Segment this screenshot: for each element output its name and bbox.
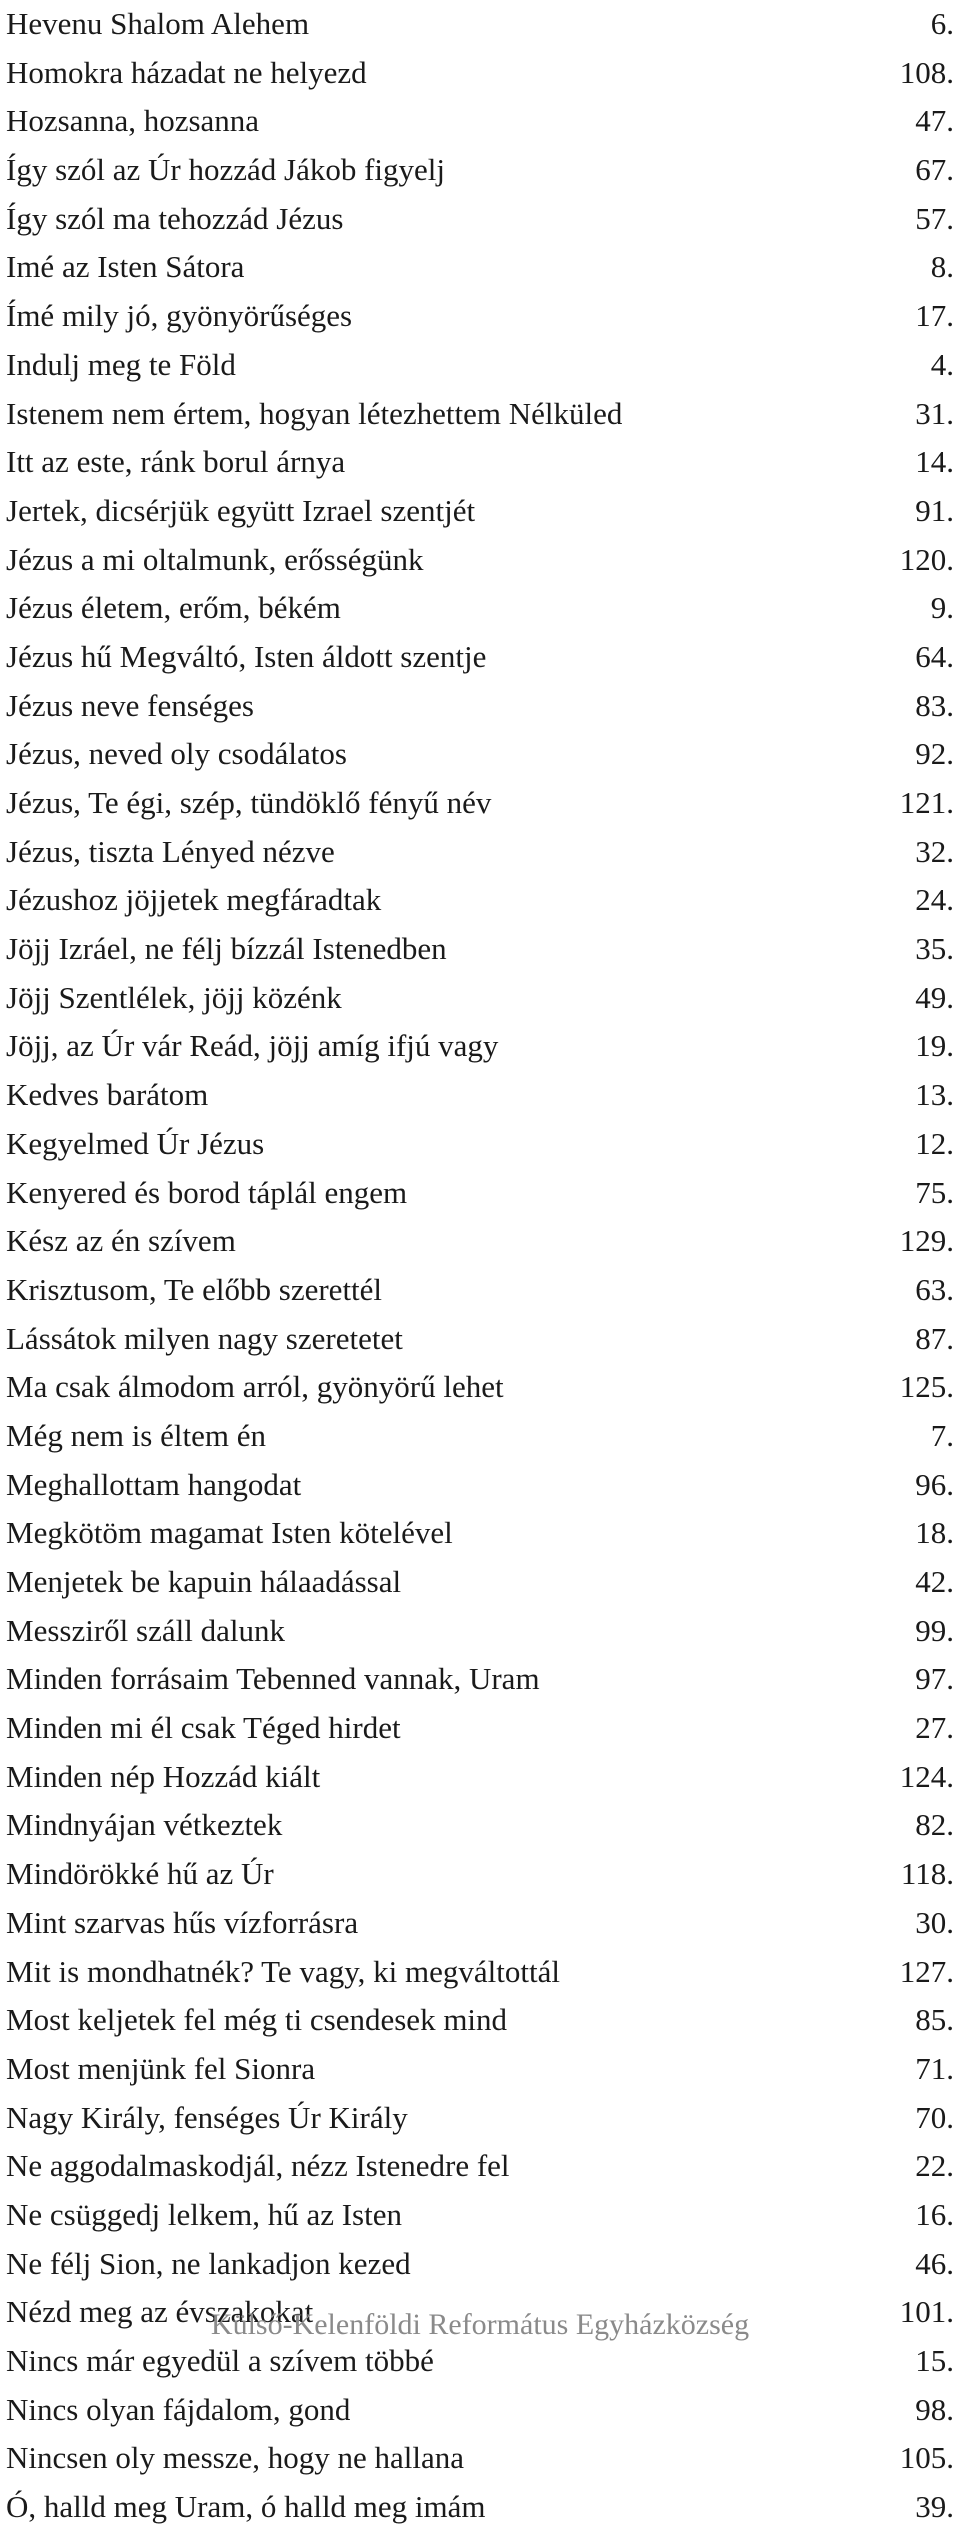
song-number: 42. bbox=[915, 1564, 954, 1599]
song-number: 19. bbox=[915, 1028, 954, 1064]
song-title: Ó, halld meg Uram, ó halld meg imám bbox=[6, 2489, 486, 2525]
index-row bbox=[6, 1315, 954, 1364]
song-number: 35. bbox=[915, 931, 954, 967]
song-title: Ne félj Sion, ne lankadjon kezed bbox=[6, 2245, 411, 2281]
index-row bbox=[6, 390, 954, 439]
index-row bbox=[6, 1169, 954, 1218]
song-number: 9. bbox=[930, 590, 954, 626]
song-number: 85. bbox=[915, 2002, 954, 2038]
song-title: Krisztusom, Te előbb szerettél bbox=[6, 1271, 383, 1307]
song-title: Jézus életem, erőm, békém bbox=[6, 590, 341, 626]
song-title: Kész az én szívem bbox=[6, 1223, 236, 1259]
index-row bbox=[6, 1704, 954, 1753]
song-title: Kegyelmed Úr Jézus bbox=[6, 1125, 265, 1161]
song-number: 105. bbox=[899, 2440, 954, 2476]
song-title: Jézus, neved oly csodálatos bbox=[6, 736, 347, 772]
song-title: Messziről száll dalunk bbox=[6, 1612, 285, 1648]
song-title: Nincs olyan fájdalom, gond bbox=[6, 2391, 351, 2427]
index-row bbox=[6, 1461, 954, 1510]
song-title: Lássátok milyen nagy szeretetet bbox=[6, 1320, 403, 1356]
index-row bbox=[6, 2483, 954, 2532]
song-title: Menjetek be kapuin hálaadással bbox=[6, 1564, 402, 1599]
index-row bbox=[6, 1363, 954, 1412]
song-number: 63. bbox=[915, 1271, 954, 1307]
song-index bbox=[6, 0, 954, 2532]
song-title: Ímé mily jó, gyönyörűséges bbox=[6, 298, 353, 334]
song-title: Jertek, dicsérjük együtt Izrael szentjét bbox=[6, 492, 476, 528]
song-title: Így szól az Úr hozzád Jákob figyelj bbox=[6, 152, 446, 188]
song-number: 6. bbox=[930, 6, 954, 41]
song-title: Hozsanna, hozsanna bbox=[6, 103, 260, 139]
index-row bbox=[6, 536, 954, 585]
song-title: Jöjj Izráel, ne félj bízzál Istenedben bbox=[6, 931, 447, 967]
index-row bbox=[6, 1217, 954, 1266]
index-row bbox=[6, 779, 954, 828]
song-number: 31. bbox=[915, 395, 954, 431]
song-title: Jézus, tiszta Lényed nézve bbox=[6, 833, 335, 869]
song-title: Most menjünk fel Sionra bbox=[6, 2050, 316, 2086]
song-number: 16. bbox=[915, 2196, 954, 2232]
song-number: 12. bbox=[915, 1125, 954, 1161]
index-row bbox=[6, 2142, 954, 2191]
song-title: Még nem is éltem én bbox=[6, 1417, 266, 1453]
song-title: Jézus, Te égi, szép, tündöklő fényű név bbox=[6, 785, 492, 820]
index-row bbox=[6, 974, 954, 1023]
index-row bbox=[6, 438, 954, 487]
index-row bbox=[6, 1996, 954, 2045]
song-number: 30. bbox=[915, 1904, 954, 1940]
index-row bbox=[6, 97, 954, 146]
index-row bbox=[6, 2191, 954, 2240]
song-number: 27. bbox=[915, 1710, 954, 1746]
song-title: Homokra házadat ne helyezd bbox=[6, 54, 367, 90]
index-row bbox=[6, 2386, 954, 2435]
song-title: Jézus neve fenséges bbox=[6, 687, 254, 723]
index-row bbox=[6, 195, 954, 244]
index-row bbox=[6, 1120, 954, 1169]
index-row bbox=[6, 1801, 954, 1850]
song-number: 39. bbox=[915, 2489, 954, 2525]
index-row bbox=[6, 730, 954, 779]
song-title: Jöjj, az Úr vár Reád, jöjj amíg ifjú vagy bbox=[6, 1028, 499, 1064]
song-number: 118. bbox=[900, 1856, 954, 1892]
index-row bbox=[6, 1412, 954, 1461]
song-number: 57. bbox=[915, 200, 954, 236]
song-title: Kedves barátom bbox=[6, 1077, 209, 1113]
song-number: 87. bbox=[915, 1320, 954, 1356]
song-title: Megkötöm magamat Isten kötelével bbox=[6, 1515, 453, 1551]
song-title: Most keljetek fel még ti csendesek mind bbox=[6, 2002, 508, 2038]
song-number: 82. bbox=[915, 1807, 954, 1843]
index-row bbox=[6, 1948, 954, 1997]
song-title: Minden nép Hozzád kiált bbox=[6, 1758, 321, 1794]
index-row bbox=[6, 925, 954, 974]
song-number: 67. bbox=[915, 152, 954, 188]
index-row bbox=[6, 0, 954, 49]
song-number: 108. bbox=[899, 54, 954, 90]
song-number: 64. bbox=[915, 638, 954, 674]
index-row bbox=[6, 584, 954, 633]
song-title: Minden mi él csak Téged hirdet bbox=[6, 1710, 401, 1746]
song-number: 99. bbox=[915, 1612, 954, 1648]
song-title: Jézus a mi oltalmunk, erősségünk bbox=[6, 541, 424, 577]
song-number: 129. bbox=[899, 1223, 954, 1259]
song-title: Ne csüggedj lelkem, hű az Isten bbox=[6, 2196, 402, 2232]
song-number: 46. bbox=[915, 2245, 954, 2281]
song-number: 71. bbox=[915, 2050, 954, 2086]
index-row bbox=[6, 292, 954, 341]
song-number: 8. bbox=[930, 249, 954, 285]
index-row bbox=[6, 1753, 954, 1802]
song-number: 121. bbox=[899, 785, 954, 820]
song-title: Így szól ma tehozzád Jézus bbox=[6, 200, 344, 236]
song-number: 24. bbox=[915, 882, 954, 918]
song-title: Kenyered és borod táplál engem bbox=[6, 1174, 408, 1210]
song-title: Nincs már egyedül a szívem többé bbox=[6, 2343, 434, 2378]
index-row bbox=[6, 1509, 954, 1558]
song-number: 83. bbox=[915, 687, 954, 723]
song-number: 98. bbox=[915, 2391, 954, 2427]
song-number: 17. bbox=[915, 298, 954, 334]
song-number: 92. bbox=[915, 736, 954, 772]
index-row bbox=[6, 341, 954, 390]
index-row bbox=[6, 1558, 954, 1607]
index-row bbox=[6, 2337, 954, 2386]
song-number: 125. bbox=[899, 1369, 954, 1405]
song-number: 120. bbox=[899, 541, 954, 577]
song-title: Jöjj Szentlélek, jöjj közénk bbox=[6, 979, 342, 1015]
song-number: 101. bbox=[899, 2294, 954, 2330]
song-title: Ma csak álmodom arról, gyönyörű lehet bbox=[6, 1369, 504, 1405]
song-title: Istenem nem értem, hogyan létezhettem Nélküled bbox=[6, 395, 623, 431]
index-row bbox=[6, 2240, 954, 2289]
index-row bbox=[6, 1655, 954, 1704]
song-number: 75. bbox=[915, 1174, 954, 1210]
song-number: 124. bbox=[899, 1758, 954, 1794]
index-row bbox=[6, 146, 954, 195]
song-number: 18. bbox=[915, 1515, 954, 1551]
index-row bbox=[6, 1899, 954, 1948]
index-row bbox=[6, 1607, 954, 1656]
song-number: 97. bbox=[915, 1661, 954, 1697]
song-title: Nagy Király, fenséges Úr Király bbox=[6, 2099, 408, 2135]
song-title: Itt az este, ránk borul árnya bbox=[6, 444, 346, 480]
song-title: Mint szarvas hűs vízforrásra bbox=[6, 1904, 359, 1940]
song-number: 32. bbox=[915, 833, 954, 869]
song-title: Mindörökké hű az Úr bbox=[6, 1856, 274, 1892]
song-number: 70. bbox=[915, 2099, 954, 2135]
song-title: Meghallottam hangodat bbox=[6, 1466, 302, 1502]
song-number: 14. bbox=[915, 444, 954, 480]
index-row bbox=[6, 1266, 954, 1315]
song-number: 49. bbox=[915, 979, 954, 1015]
song-title: Indulj meg te Föld bbox=[6, 346, 236, 382]
song-title: Mit is mondhatnék? Te vagy, ki megváltottál bbox=[6, 1953, 561, 1989]
song-number: 7. bbox=[930, 1417, 954, 1453]
song-title: Jézus hű Megváltó, Isten áldott szentje bbox=[6, 638, 487, 674]
song-number: 47. bbox=[915, 103, 954, 139]
index-row bbox=[6, 1850, 954, 1899]
index-row bbox=[6, 1022, 954, 1071]
index-row bbox=[6, 828, 954, 877]
song-title: Mindnyájan vétkeztek bbox=[6, 1807, 283, 1843]
index-row bbox=[6, 876, 954, 925]
song-number: 13. bbox=[915, 1077, 954, 1113]
index-row bbox=[6, 2094, 954, 2143]
index-row bbox=[6, 1071, 954, 1120]
index-row bbox=[6, 633, 954, 682]
song-number: 15. bbox=[915, 2343, 954, 2378]
index-row bbox=[6, 243, 954, 292]
song-number: 96. bbox=[915, 1466, 954, 1502]
song-title: Hevenu Shalom Alehem bbox=[6, 6, 310, 41]
song-title: Minden forrásaim Tebenned vannak, Uram bbox=[6, 1661, 540, 1697]
song-number: 91. bbox=[915, 492, 954, 528]
index-row bbox=[6, 49, 954, 98]
page-footer: Külső-Kelenföldi Református Egyházközség bbox=[210, 2308, 750, 2341]
index-row bbox=[6, 487, 954, 536]
song-number: 127. bbox=[899, 1953, 954, 1989]
song-number: 22. bbox=[915, 2148, 954, 2184]
index-row bbox=[6, 2434, 954, 2483]
index-row bbox=[6, 682, 954, 731]
song-title: Jézushoz jöjjetek megfáradtak bbox=[6, 882, 382, 918]
song-title: Ne aggodalmaskodjál, nézz Istenedre fel bbox=[6, 2148, 510, 2184]
song-title: Nincsen oly messze, hogy ne hallana bbox=[6, 2440, 464, 2476]
song-number: 4. bbox=[930, 346, 954, 382]
song-title: Imé az Isten Sátora bbox=[6, 249, 245, 285]
index-row bbox=[6, 2045, 954, 2094]
song-title: Nézd meg az évszakokat bbox=[6, 2294, 314, 2330]
